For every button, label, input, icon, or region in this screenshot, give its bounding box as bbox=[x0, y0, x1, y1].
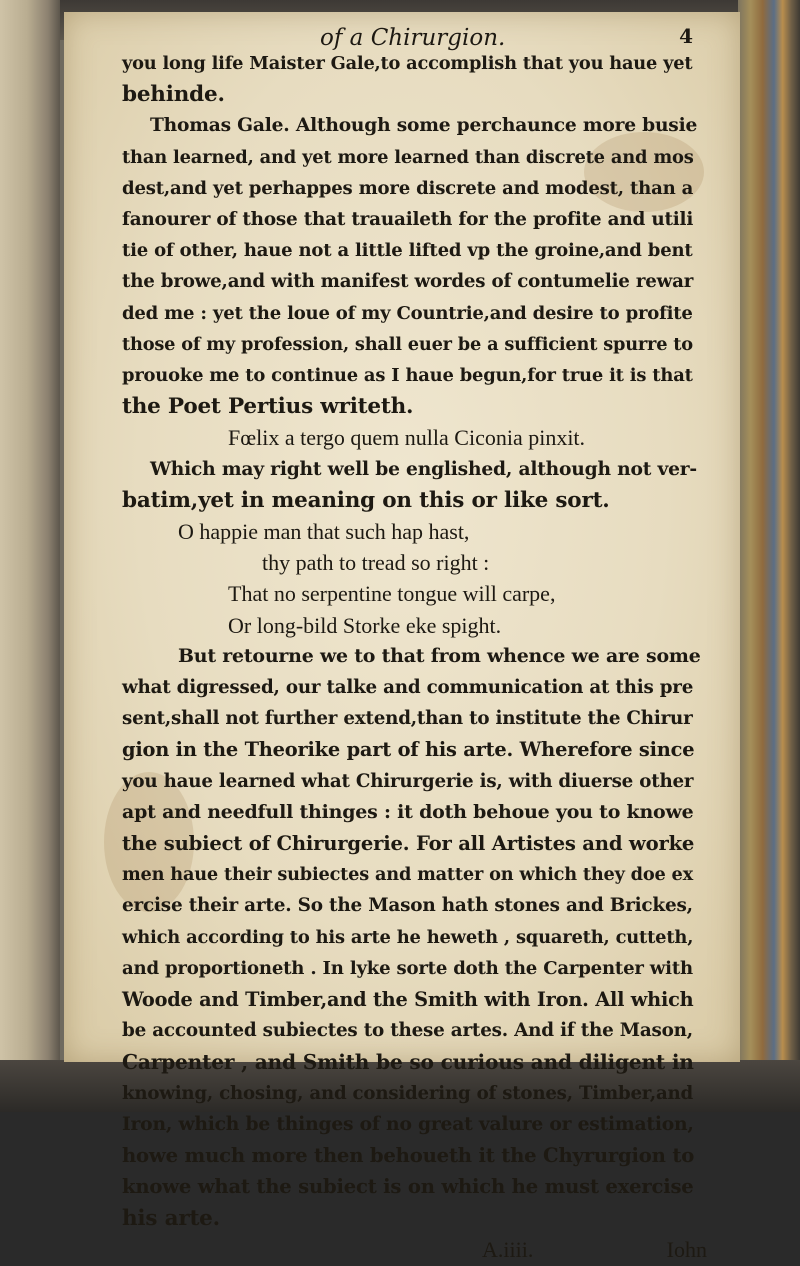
text-line: Thomas Gale. Although some perchaunce more busie bbox=[150, 114, 698, 137]
verse-line: That no serpentine tongue will carpe, bbox=[228, 581, 556, 607]
page-footer bbox=[122, 1234, 707, 1266]
text-line: prouoke me to continue as I haue begun,for true it is that bbox=[122, 365, 693, 387]
text-line: ded me : yet the loue of my Countrie,and desire to profite bbox=[122, 302, 693, 324]
text-line: the Poet Pertius writeth. bbox=[122, 394, 414, 420]
text-line: men haue their subiectes and matter on which they doe ex bbox=[122, 864, 693, 886]
text-line: ercise their arte. So the Mason hath stones and Brickes, bbox=[122, 895, 693, 917]
book-page bbox=[64, 12, 740, 1262]
text-line: knowe what the subiect is on which he must exercise bbox=[122, 1175, 694, 1199]
verse-line: thy path to tread so right : bbox=[262, 550, 490, 576]
text-line: the subiect of Chirurgerie. For all Artistes and worke bbox=[122, 832, 695, 856]
text-line: dest,and yet perhappes more discrete and modest, than a bbox=[122, 177, 694, 199]
text-line: the browe,and with manifest wordes of contumelie rewar bbox=[122, 271, 694, 293]
text-line: Woode and Timber,and the Smith with Iron. All which bbox=[122, 988, 694, 1012]
text-line: gion in the Theorike part of his arte. Wherefore since bbox=[122, 738, 695, 762]
text-line: Iron, which be thinges of no great valure or estimation, bbox=[122, 1112, 694, 1135]
text-line: But retourne we to that from whence we are some bbox=[178, 644, 701, 667]
page-text-block bbox=[122, 12, 707, 1266]
verse-line: Or long-bild Storke eke spight. bbox=[228, 612, 502, 638]
text-line: you haue learned what Chirurgerie is, with diuerse other bbox=[122, 770, 694, 792]
text-line: you long life Maister Gale,to accomplish that you haue yet bbox=[122, 53, 693, 74]
text-line: Which may right well be englished, although not ver- bbox=[150, 457, 697, 480]
text-line: those of my profession, shall euer be a sufficient spurre to bbox=[122, 333, 693, 355]
running-header bbox=[122, 12, 707, 51]
text-line: which according to his arte he heweth , squareth, cutteth, bbox=[122, 926, 694, 948]
latin-verse-line: Fœlix a tergo quem nulla Ciconia pinxit. bbox=[228, 425, 586, 451]
text-line: howe much more then behoueth it the Chyrurgion to bbox=[122, 1144, 695, 1168]
text-line: batim,yet in meaning on this or like sort. bbox=[122, 487, 610, 513]
text-line: fanourer of those that trauaileth for the profite and utili bbox=[122, 209, 694, 231]
running-title: of a Chirurgion. bbox=[320, 25, 506, 51]
text-line: his arte. bbox=[122, 1205, 220, 1231]
text-line: behinde. bbox=[122, 82, 225, 108]
body-lines bbox=[122, 48, 707, 1234]
page-number: 4 bbox=[679, 24, 693, 48]
facing-page-edge bbox=[0, 0, 60, 1112]
text-line: and proportioneth . In lyke sorte doth the Carpenter with bbox=[122, 957, 693, 979]
text-line: Carpenter , and Smith be so curious and diligent in bbox=[122, 1049, 694, 1074]
page-edges-right bbox=[738, 0, 800, 1112]
text-line: apt and needfull thinges : it doth behoue you to knowe bbox=[122, 800, 694, 823]
catchword: Iohn bbox=[666, 1236, 707, 1262]
verse-line: O happie man that such hap hast, bbox=[178, 519, 470, 545]
text-line: be accounted subiectes to these artes. And if the Mason, bbox=[122, 1020, 693, 1042]
text-line: sent,shall not further extend,than to institute the Chirur bbox=[122, 708, 693, 730]
text-line: tie of other, haue not a little lifted vp the groine,and bent bbox=[122, 240, 693, 262]
text-line: knowing, chosing, and considering of stones, Timber,and bbox=[122, 1082, 694, 1104]
signature-mark: A.iiii. bbox=[482, 1236, 534, 1262]
text-line: than learned, and yet more learned than discrete and mos bbox=[122, 146, 694, 168]
text-line: what digressed, our talke and communication at this pre bbox=[122, 677, 694, 699]
